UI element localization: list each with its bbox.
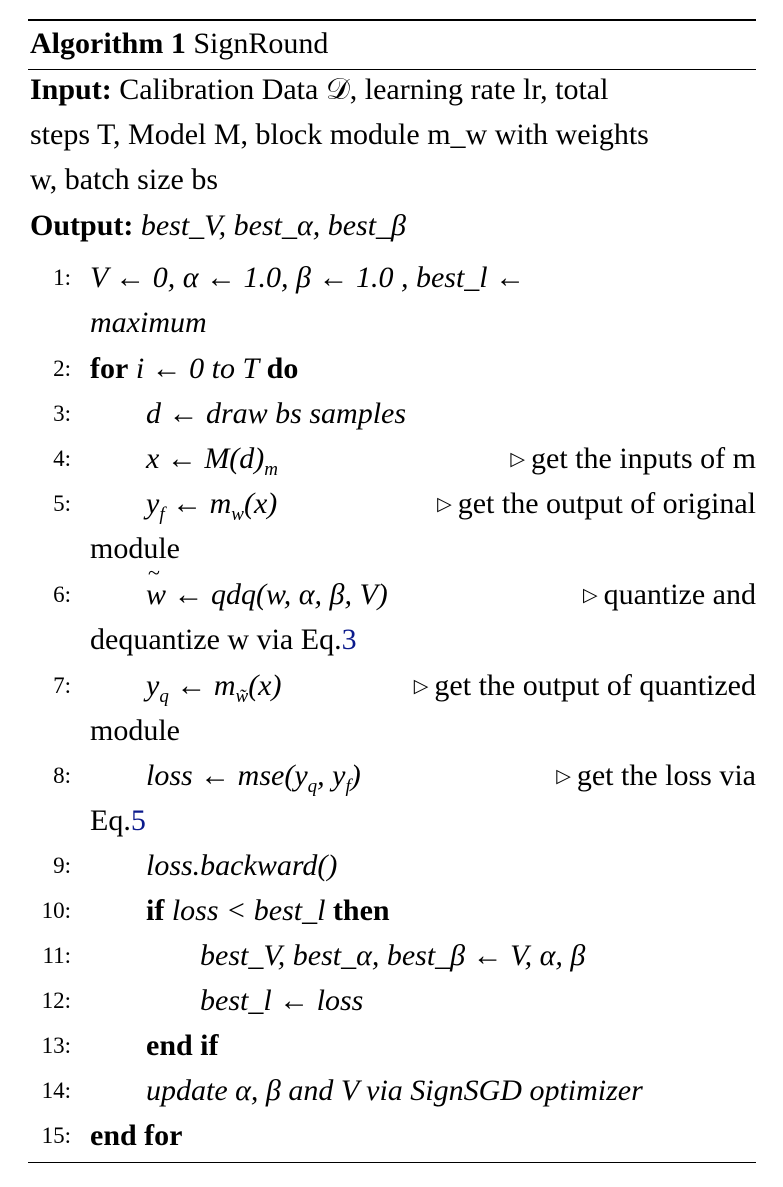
- step-1-cont: maximum: [90, 306, 207, 339]
- line-number: 12:: [41, 988, 71, 1013]
- step-14: update α, β and V via SignSGD optimizer: [146, 1074, 643, 1107]
- input-line-2: steps T, Model M, block module m_w with weights: [30, 118, 649, 151]
- comment-marker-icon: ▷: [413, 676, 429, 697]
- step-5: [146, 487, 278, 525]
- input-line-1: [30, 73, 608, 107]
- step-5-sub-w: w: [231, 504, 244, 525]
- line-number: 1:: [53, 265, 71, 290]
- equation-ref-link[interactable]: 3: [341, 623, 357, 656]
- comment-8-cont-text: Eq.: [90, 804, 131, 837]
- step-7-m: ← m: [176, 669, 236, 702]
- line-number: 11:: [42, 943, 71, 968]
- comment-5-text: get the output of original: [457, 487, 756, 520]
- step-13: end if: [146, 1029, 219, 1062]
- comment-marker-icon: ▷: [437, 494, 452, 515]
- line-number: 3:: [53, 401, 71, 426]
- line-number: 8:: [53, 763, 71, 788]
- if-condition: loss < best_l: [171, 894, 326, 927]
- step-4-expr: x ← M(d): [146, 442, 265, 475]
- input-line-3: w, batch size bs: [30, 163, 218, 196]
- comment-7-text: get the output of quantized: [434, 669, 756, 702]
- step-7-arg: (x): [248, 669, 282, 702]
- input-label: Input:: [30, 73, 112, 106]
- line-number: 10:: [41, 898, 71, 923]
- w-tilde: ~ w: [146, 578, 166, 612]
- bottom-rule: [28, 1162, 756, 1163]
- comment-5: [437, 487, 756, 522]
- step-6: [146, 578, 388, 612]
- keyword-if: if: [146, 894, 165, 927]
- step-15: end for: [90, 1119, 183, 1152]
- line-number: 6:: [53, 582, 71, 607]
- output-line: [30, 209, 406, 243]
- step-5-sub-f: f: [159, 504, 165, 525]
- comment-8: [556, 759, 756, 794]
- loop-range: i ← 0 to T: [135, 352, 260, 385]
- comment-8-cont: [90, 804, 146, 838]
- comment-7: [414, 669, 756, 704]
- step-12: best_l ← loss: [200, 984, 364, 1017]
- comment-6: [583, 578, 756, 613]
- comment-marker-icon: ▷: [510, 449, 526, 470]
- step-8-close: ): [350, 759, 361, 792]
- step-7-sub-q: q: [159, 686, 169, 707]
- comment-4: [510, 442, 756, 477]
- step-11: best_V, best_α, best_β ← V, α, β: [200, 939, 586, 972]
- comment-6-text: quantize and: [603, 578, 756, 611]
- step-8-sub-q: q: [307, 776, 318, 797]
- keyword-for: for: [90, 352, 129, 385]
- step-1: V ← 0, α ← 1.0, β ← 1.0 , best_l ←: [90, 261, 526, 294]
- step-4: [146, 442, 279, 480]
- line-number: 13:: [41, 1033, 71, 1058]
- step-9: loss.backward(): [146, 849, 338, 882]
- caption-rule: [28, 69, 756, 70]
- step-7-y: y: [146, 669, 160, 702]
- comment-5-cont: module: [90, 532, 180, 565]
- step-5-m: ← m: [172, 487, 232, 520]
- line-number: 14:: [41, 1078, 71, 1103]
- step-10: [146, 894, 390, 928]
- step-4-sub: m: [264, 459, 279, 480]
- top-rule: [28, 19, 756, 21]
- step-8-expr: loss ← mse(y: [146, 759, 308, 792]
- caption-label: Algorithm 1: [30, 27, 186, 60]
- input-text-1: Calibration Data 𝒟, learning rate lr, total: [119, 73, 609, 106]
- step-8-sub-f: f: [345, 776, 351, 797]
- line-number: 7:: [53, 673, 71, 698]
- comment-8-text: get the loss via: [576, 759, 756, 792]
- step-6-expr: ← qdq(w, α, β, V): [173, 578, 388, 611]
- line-number: 15:: [41, 1123, 71, 1148]
- comment-marker-icon: ▷: [582, 585, 598, 606]
- output-label: Output:: [30, 209, 134, 242]
- output-text: best_V, best_α, best_β: [140, 209, 406, 242]
- comment-6-cont-text: dequantize w via Eq.: [90, 623, 342, 656]
- keyword-then: then: [332, 894, 390, 927]
- line-number: 2:: [53, 356, 71, 381]
- line-number: 9:: [53, 853, 71, 878]
- caption-name: SignRound: [193, 27, 329, 60]
- step-2: [90, 352, 298, 386]
- equation-ref-link[interactable]: 5: [130, 804, 146, 837]
- comment-6-cont: [90, 623, 357, 657]
- comment-marker-icon: ▷: [556, 766, 571, 787]
- step-5-y: y: [146, 487, 160, 520]
- step-7-sub-wtilde: w̃: [235, 686, 249, 707]
- line-number: 5:: [53, 491, 71, 516]
- keyword-do: do: [266, 352, 299, 385]
- step-8-expr2: , y: [317, 759, 346, 792]
- step-7: [146, 669, 282, 707]
- line-number: 4:: [53, 446, 71, 471]
- comment-4-text: get the inputs of m: [531, 442, 756, 475]
- algorithm-caption: [30, 29, 328, 59]
- step-3: d ← draw bs samples: [146, 397, 407, 430]
- step-5-arg: (x): [243, 487, 278, 520]
- step-8: [146, 759, 361, 797]
- comment-7-cont: module: [90, 714, 180, 747]
